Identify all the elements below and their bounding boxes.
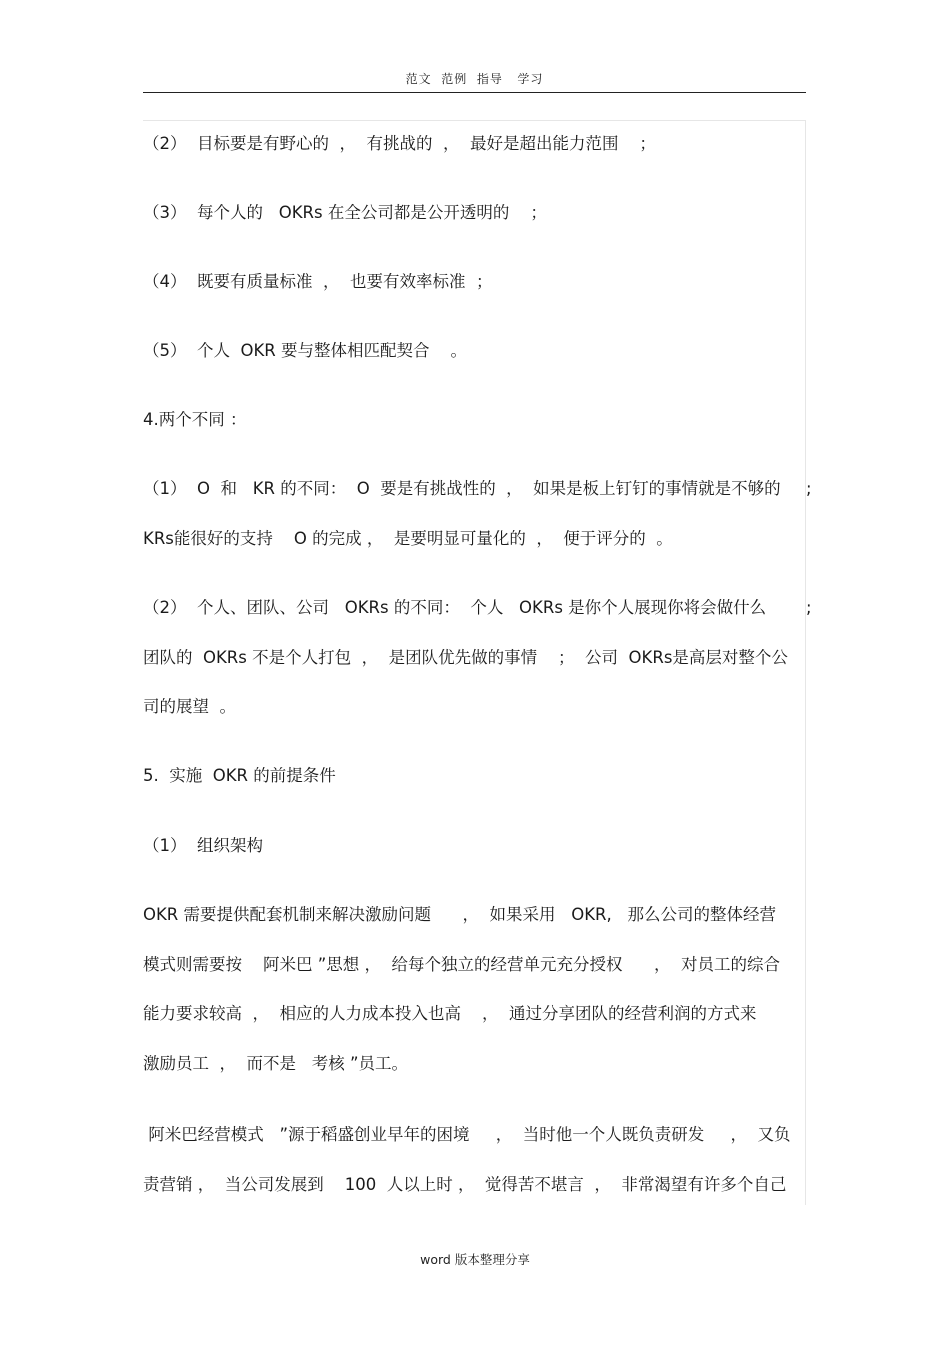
paragraph-line: OKR 需要提供配套机制来解决激励问题 ， 如果采用 OKR, 那么公司的整体经营 bbox=[143, 905, 776, 924]
section-heading-prerequisites: 5. 实施 OKR 的前提条件 bbox=[143, 766, 336, 785]
paragraph-line: 能力要求较高 ， 相应的人力成本投入也高 ， 通过分享团队的经营利润的方式来 bbox=[143, 1004, 757, 1023]
page-header bbox=[143, 67, 806, 93]
paragraph-line-tail: ; bbox=[806, 598, 812, 617]
paragraph-line: 司的展望 。 bbox=[143, 697, 236, 716]
list-item-okr-transparent: （3） 每个人的 OKRs 在全公司都是公开透明的 ； bbox=[143, 203, 547, 222]
section-heading-two-differences: 4.两个不同 ： bbox=[143, 410, 247, 429]
paragraph-line: 团队的 OKRs 不是个人打包 ， 是团队优先做的事情 ； 公司 OKRs是高层对整个公 bbox=[143, 648, 788, 667]
paragraph-line: KRs能很好的支持 O 的完成 ， 是要明显可量化的 ， 便于评分的 。 bbox=[143, 529, 673, 548]
subheading-org-structure: （1） 组织架构 bbox=[143, 836, 263, 855]
list-item-goal-ambitious: （2） 目标要是有野心的 ， 有挑战的 ， 最好是超出能力范围 ； bbox=[143, 134, 656, 153]
page-footer: word 版本整理分享 bbox=[420, 1252, 530, 1267]
paragraph-line: 责营销 ， 当公司发展到 100 人以上时 ， 觉得苦不堪言 ， 非常渴望有许多个自己 bbox=[143, 1175, 787, 1194]
paragraph-line: 模式则需要按 阿米巴 ”思想 ， 给每个独立的经营单元充分授权 ， 对员工的综合 bbox=[143, 955, 780, 974]
paragraph-line: （1） O 和 KR 的不同： O 要是有挑战性的 ， 如果是板上钉钉的事情就是不够的 bbox=[143, 479, 781, 498]
list-item-quality-efficiency: （4） 既要有质量标准 ， 也要有效率标准 ； bbox=[143, 272, 493, 291]
paragraph-line-tail: ; bbox=[806, 479, 812, 498]
list-item-personal-alignment: （5） 个人 OKR 要与整体相匹配契合 。 bbox=[143, 341, 467, 360]
header-text: 范文 范例 指导 学习 bbox=[405, 72, 544, 86]
paragraph-line: （2） 个人、团队、公司 OKRs 的不同： 个人 OKRs 是你个人展现你将会做什么 bbox=[143, 598, 767, 617]
paragraph-line: 激励员工 ， 而不是 考核 ”员工。 bbox=[143, 1054, 409, 1073]
paragraph-line: 阿米巴经营模式 ”源于稻盛创业早年的困境 ， 当时他一个人既负责研发 ， 又负 bbox=[143, 1125, 791, 1144]
